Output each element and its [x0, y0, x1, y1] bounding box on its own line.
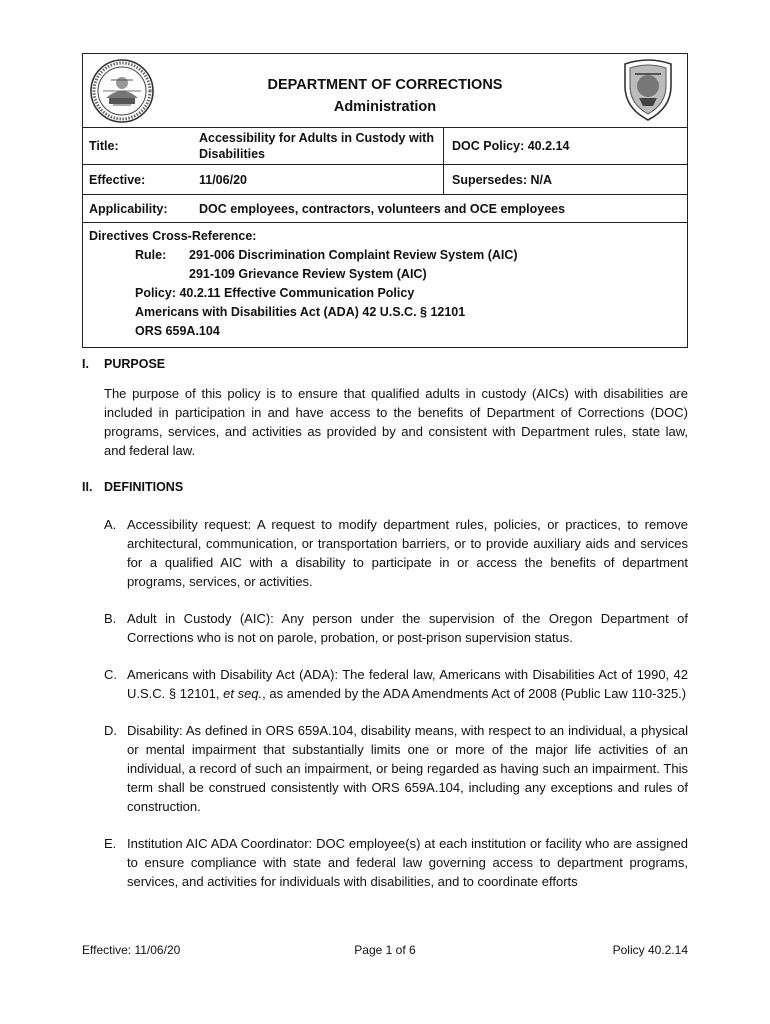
- definition-text: Disability: As defined in ORS 659A.104, disability means, with respect to an individual, a physical or mental impairment that substantially limits one or more of the major life activities of an individual, a record of such an impairment, or being regarded as having such an impairment. This term shall be construed consistently with ORS 659A.104, including any exceptions and rules of construction.: [127, 723, 688, 814]
- title-value: Accessibility for Adults in Custody with Disabilities: [199, 131, 434, 161]
- section-number: I.: [82, 357, 89, 371]
- cross-reference-ada: Americans with Disabilities Act (ADA) 42 U.S.C. § 12101: [135, 305, 466, 319]
- section-number: II.: [82, 480, 93, 494]
- definition-item: [104, 834, 688, 891]
- cross-reference-row: [83, 223, 687, 347]
- purpose-paragraph: The purpose of this policy is to ensure that qualified adults in custody (AICs) with disabilities are included in participation in and have access to the benefits of Department of Corrections (DOC) programs, services, and activities as provided by and consistent with Department rules, state law, and federal law.: [104, 386, 688, 458]
- definition-item: [104, 665, 688, 703]
- section-title: DEFINITIONS: [104, 480, 184, 494]
- applicability-value: DOC employees, contractors, volunteers and OCE employees: [199, 201, 566, 216]
- cross-reference-rule-2: 291-109 Grievance Review System (AIC): [189, 267, 427, 281]
- rule-label: Rule:: [135, 248, 167, 262]
- header-applicability-row: [83, 195, 687, 223]
- effective-label: Effective:: [89, 172, 146, 187]
- division-name: Administration: [333, 99, 437, 115]
- department-name: DEPARTMENT OF CORRECTIONS: [267, 77, 503, 93]
- footer-page-number: Page 1 of 6: [354, 943, 416, 957]
- footer-effective: Effective: 11/06/20: [82, 943, 181, 957]
- header-effective-row: [83, 165, 687, 195]
- footer-policy: Policy 40.2.14: [612, 943, 688, 957]
- definition-letter: E.: [104, 836, 117, 851]
- definition-item: [104, 609, 688, 647]
- definition-item: [104, 721, 688, 816]
- definition-text: Adult in Custody (AIC): Any person under the supervision of the Oregon Department of Corrections who is not on parole, probation, or post-prison supervision status.: [127, 611, 688, 645]
- definition-item: [104, 515, 688, 591]
- section-title: PURPOSE: [104, 357, 166, 371]
- page-footer: [82, 943, 688, 961]
- definition-letter: C.: [104, 667, 117, 682]
- cross-reference-policy: Policy: 40.2.11 Effective Communication Policy: [135, 286, 415, 300]
- title-label: Title:: [89, 139, 119, 153]
- doc-badge-icon: [615, 56, 681, 122]
- definition-text: Accessibility request: A request to modify department rules, policies, or practices, to remove architectural, communication, or transportation barriers, or to provide auxiliary aids and services for a qualified AIC with a disability to participate in or access the benefits of department programs, services, or activities.: [127, 517, 688, 589]
- definition-text-italic: et seq.: [223, 686, 263, 701]
- policy-header-table: [82, 53, 688, 348]
- policy-number: DOC Policy: 40.2.14: [443, 128, 687, 164]
- applicability-label: Applicability:: [89, 201, 168, 216]
- effective-value: 11/06/20: [199, 172, 247, 187]
- definition-letter: A.: [104, 517, 117, 532]
- header-title-policy-row: [83, 128, 687, 165]
- cross-reference-heading: Directives Cross-Reference:: [89, 229, 257, 243]
- definition-letter: D.: [104, 723, 117, 738]
- department-heading: [83, 74, 687, 118]
- definition-text: Americans with Disability Act (ADA): The federal law, Americans with Disabilities Act of 1990, 42 U.S.C. § 12101,: [127, 667, 688, 701]
- section-definitions-heading: [82, 478, 688, 497]
- supersedes: Supersedes: N/A: [443, 165, 687, 194]
- policy-body: [82, 355, 688, 891]
- definition-letter: B.: [104, 611, 117, 626]
- cross-reference-rule-1: [89, 246, 681, 265]
- cross-reference-ors: ORS 659A.104: [135, 324, 220, 338]
- rule-1-text: 291-006 Discrimination Complaint Review System (AIC): [189, 248, 518, 262]
- header-title-row: [83, 54, 687, 128]
- definition-text-after: , as amended by the ADA Amendments Act of 2008 (Public Law 110-325.): [262, 686, 687, 701]
- section-purpose-heading: [82, 355, 688, 374]
- definition-text: Institution AIC ADA Coordinator: DOC employee(s) at each institution or facility who are assigned to ensure compliance with state and federal law governing access to department programs, services, and activities for individuals with disabilities, and to coordinate efforts: [127, 836, 688, 889]
